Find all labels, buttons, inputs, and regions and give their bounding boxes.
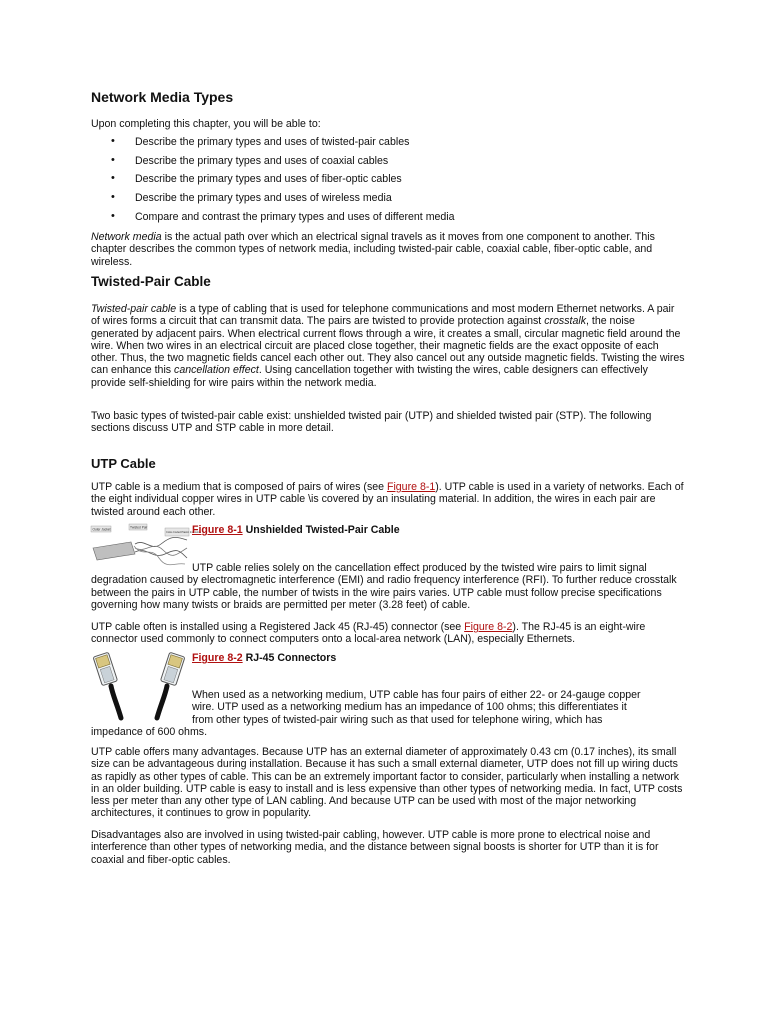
bullet-icon: • bbox=[111, 172, 115, 185]
list-item: • Describe the primary types and uses of fiber-optic cables bbox=[111, 172, 402, 186]
twisted-pair-types-paragraph: Two basic types of twisted-pair cable exist: unshielded twisted pair (UTP) and shielded twisted pair (STP). The following sections discuss UTP and STP cable in more detail. bbox=[91, 410, 652, 435]
utp-cancellation-paragraph: UTP cable relies solely on the cancellation effect produced by the twisted wire pairs to limit signal degradation caused by electromagnetic interference (EMI) and radio frequency interference (RFI). To further reduce crosstalk between the pairs in UTP cable, the number of twists in the wire pairs varies. UTP cable must follow precise specifications governing how many twists or braids are permitted per meter (3.28 feet) of cable. bbox=[91, 562, 677, 611]
rj45-paragraph: UTP cable often is installed using a Registered Jack 45 (RJ-45) connector (see Figure 8-2). The RJ-45 is an eight-wire connector used commonly to connect computers onto a local-area network (LAN), especially Ethernets. bbox=[91, 621, 646, 646]
figure-8-2-caption: Figure 8-2 RJ-45 Connectors bbox=[192, 652, 337, 664]
connector-left bbox=[93, 652, 117, 685]
fig1-label-text: Color-Coded Plastic Insulation bbox=[166, 531, 201, 535]
bullet-icon: • bbox=[111, 135, 115, 147]
bullet-icon: • bbox=[111, 153, 115, 166]
fig1-label-text: Twisted Pair bbox=[130, 525, 148, 530]
objectives-list bbox=[91, 136, 691, 229]
list-item: • Describe the primary types and uses of coaxial cables bbox=[111, 153, 389, 167]
bullet-icon: • bbox=[111, 191, 115, 204]
utp-disadvantages-paragraph: Disadvantages also are involved in using twisted-pair cabling, however. UTP cable is more prone to electrical noise and interference than other types of networking media, and the distance between signal boosts is shorter for UTP than it is for coaxial and fiber-optic cables. bbox=[91, 829, 659, 866]
list-item: • Describe the primary types and uses of wireless media bbox=[111, 191, 392, 205]
network-media-paragraph: Network media is the actual path over which an electrical signal travels as it moves from one component to another. This chapter describes the common types of network media, including twisted-pair cable, coaxial cable, fiber-optic cable, and wireless. bbox=[91, 231, 655, 268]
bullet-icon: • bbox=[111, 209, 115, 222]
twisted-pair-paragraph: Twisted-pair cable is a type of cabling that is used for telephone communications and most modern Ethernet networks. A pair of wires forms a circuit that can transmit data. The pairs are twisted to provide protection against crosstalk, the noise generated by adjacent pairs. When electrical current flows through a wire, it creates a small, circular magnetic field around the wire. When two wires in an electrical circuit are placed close together, their magnetic fields are the exact opposite of each other. Thus, the two magnetic fields cancel each other out. They also cancel out any outside magnetic fields. Twisting the wires can enhance this cancellation effect. Using cancellation together with twisting the wires, cable designers can effectively provide self-shielding for wire pairs within the network media. bbox=[91, 303, 685, 389]
utp-intro-paragraph: UTP cable is a medium that is composed of pairs of wires (see Figure 8-1). UTP cable is used in a variety of networks. Each of the eight individual copper wires in UTP cable \is covered by an insulating material. In addition, the wires in each pair are twisted around each other. bbox=[91, 481, 684, 518]
wire-shape bbox=[135, 537, 187, 546]
utp-heading: UTP Cable bbox=[91, 456, 156, 471]
utp-advantages-paragraph: UTP cable offers many advantages. Because UTP has an external diameter of approximately 0.43 cm (0.17 inches), its small size can be advantageous during installation. Because it has such a small external diameter, UTP does not fill up wiring ducts as rapidly as other types of cable. This can be an extremely important factor to consider, particularly when installing a network in an older building. UTP cable is easy to install and is less expensive than other types of networking media. In fact, UTP costs less per meter than any other type of LAN cabling. And because UTP can be used with most of the major networking architectures, it continues to grow in popularity. bbox=[91, 746, 683, 820]
cable-jacket-shape bbox=[93, 542, 135, 560]
figure-8-1-caption-link[interactable]: Figure 8-1 bbox=[192, 524, 243, 536]
connector-right bbox=[160, 652, 184, 685]
figure-8-1-caption: Figure 8-1 Unshielded Twisted-Pair Cable bbox=[192, 524, 400, 536]
list-item: • Describe the primary types and uses of twisted-pair cables bbox=[111, 135, 410, 148]
fig1-label-text: Outer Jacket bbox=[92, 527, 111, 532]
utp-medium-paragraph: When used as a networking medium, UTP cable has four pairs of either 22- or 24-gauge copper wire. UTP used as a networking medium has an impedance of 100 ohms; this differentiates it from other types of twisted-pair wiring such as that used for telephone wiring, which has impedance of 600 ohms. bbox=[91, 689, 641, 738]
intro-text: Upon completing this chapter, you will be able to: bbox=[91, 118, 321, 130]
list-item: • Compare and contrast the primary types and uses of different media bbox=[111, 209, 455, 223]
page-title: Network Media Types bbox=[91, 89, 234, 105]
figure-8-1-link[interactable]: Figure 8-1 bbox=[386, 481, 436, 493]
twisted-pair-heading: Twisted-Pair Cable bbox=[91, 274, 211, 289]
figure-8-2-caption-link[interactable]: Figure 8-2 bbox=[192, 652, 243, 664]
figure-8-2-link[interactable]: Figure 8-2 bbox=[464, 621, 513, 633]
